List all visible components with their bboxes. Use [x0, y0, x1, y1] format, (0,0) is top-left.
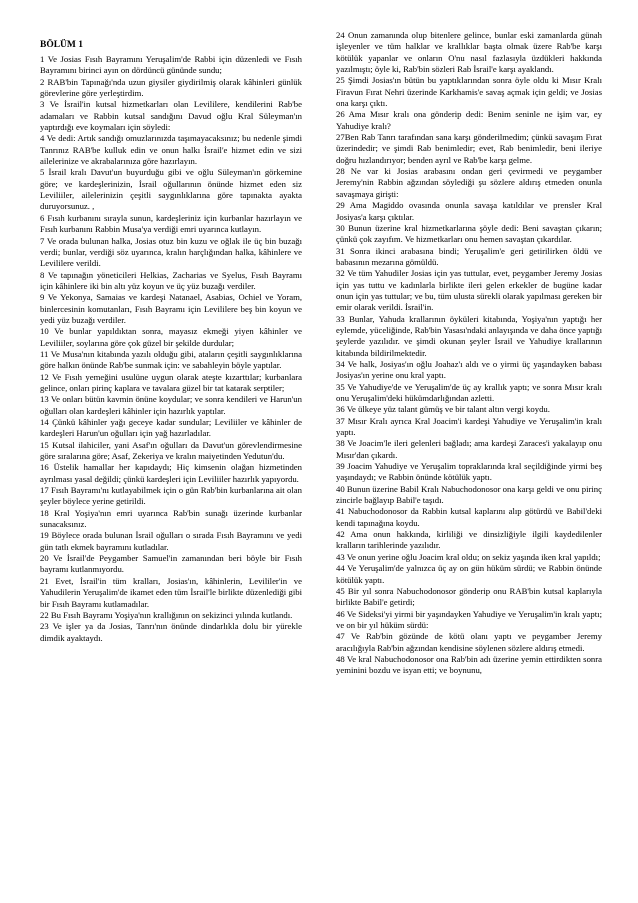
- verse: 3 Ve İsrail'in kutsal hizmetkarları olan Levililere, kendilerini Rab'be adamaları ve Rabbin kutsal sandığını Davud oğlu Kral Süleyman'ın yaptırdığı eve koymaları için söyledi:: [40, 99, 302, 133]
- left-verse-list: [40, 54, 302, 644]
- verse: 29 Ama Magiddo ovasında onunla savaşa katıldılar ve prensler Kral Josiyas'a karşı çıktılar.: [336, 200, 602, 222]
- verse: 43 Ve onun yerine oğlu Joacim kral oldu; on sekiz yaşında iken kral yapıldı;: [336, 551, 601, 562]
- verse: 21 Evet, İsrail'in tüm kralları, Josias'ın, kâhinlerin, Levililer'in ve Yahudilerin Yeruşalim'de ikamet eden tüm İsrail'le birlikte düzenlediği gibi bir Fısıh Bayramı kutlamadılar.: [40, 575, 302, 609]
- right-column: [336, 30, 602, 677]
- verse: 15 Kutsal ilahiciler, yani Asaf'ın oğulları da Davut'un görevlendirmesine göre sıralarına göre; Asaf, Zekeriya ve kralın maiyetinden Yedutun'du.: [40, 439, 302, 462]
- verse: 28 Ne var ki Josias arabasını ondan geri çevirmedi ve peygamber Jeremy'nin Rabbin ağzından söylediği şu sözlere aldırış etmeden onunla savaşmaya girişti:: [336, 166, 602, 199]
- verse: 9 Ve Yekonya, Samaias ve kardeşi Natanael, Asabias, Ochiel ve Yoram, binlercesinin komutanları, Fısıh Bayramı için Levililere beş bin koyun ve yedi yüz buzağı verdiler.: [40, 292, 302, 325]
- verse: 20 Ve İsrail'de Peygamber Samuel'in zamanından beri böyle bir Fısıh bayramı kutlanmıyordu.: [40, 553, 302, 575]
- left-column: [40, 43, 302, 644]
- verse: 27Ben Rab Tanrı tarafından sana karşı gönderilmedim; çünkü savaşım Fırat üzerindedir; ve şimdi Rab benimledir; evet, Rab benimledir, beni ileriye doğru hızlandırıyor; benden ayrıl ve Rab'be karşı gelme.: [336, 132, 602, 165]
- verse: 1 Ve Josias Fısıh Bayramını Yeruşalim'de Rabbi için düzenledi ve Fısıh Bayramını birinci ayın on dördüncü gününde sundu;: [40, 54, 302, 76]
- verse: 6 Fısıh kurbanını sırayla sunun, kardeşleriniz için kurbanlar hazırlayın ve Fısıh kurbanını Rabbin Musa'ya verdiği emri uyarınca kutlayın.: [40, 212, 302, 235]
- verse: 38 Ve Joacim'le ileri gelenleri bağladı; ama kardeşi Zaraces'i yakalayıp onu Mısır'dan çıkardı.: [336, 438, 602, 460]
- verse: 34 Ve halk, Josiyas'ın oğlu Joahaz'ı aldı ve o yirmi üç yaşındayken babası Josiyas'ın yerine onu kral yaptı.: [336, 358, 602, 381]
- verse: 36 Ve ülkeye yüz talant gümüş ve bir talant altın vergi koydu.: [336, 404, 550, 415]
- right-verse-list: [336, 30, 602, 677]
- verse: 47 Ve Rab'bin gözünde de kötü olanı yaptı ve peygamber Jeremy aracılığıyla Rab'bin ağzından kendisine söylenen sözlere aldırış etmedi.: [336, 631, 602, 653]
- title-spacer: [40, 43, 302, 54]
- verse: 13 Ve onları bütün kavmin önüne koydular; ve sonra kendileri ve Harun'un oğulları olan kardeşleri kâhinler için hazırlık yaptılar.: [40, 394, 302, 416]
- verse: 31 Sonra ikinci arabasına bindi; Yeruşalim'e geri getirilirken öldü ve babasının mezarına gömüldü.: [336, 245, 602, 267]
- verse: 37 Mısır Kralı ayrıca Kral Joacim'i kardeşi Yahudiye ve Yeruşalim'in kralı yaptı.: [336, 415, 602, 438]
- verse: 17 Fısıh Bayramı'nı kutlayabilmek için o gün Rab'bin kurbanlarına ait olan şeyler böylece yerine getirildi.: [40, 485, 302, 507]
- verse: 22 Bu Fısıh Bayramı Yoşiya'nın krallığının on sekizinci yılında kutlandı.: [40, 609, 293, 620]
- verse: 10 Ve bunlar yapıldıktan sonra, mayasız ekmeği yiyen kâhinler ve Leviliiler, soylarına göre çok güzel bir şekilde durdular;: [40, 326, 302, 348]
- verse: 35 Ve Yahudiye'de ve Yeruşalim'de üç ay krallık yaptı; ve sonra Mısır kralı onu Yeruşalim'deki hükümdarlığından azletti.: [336, 381, 602, 403]
- verse: 40 Bunun üzerine Babil Kralı Nabuchodonosor ona karşı geldi ve onu pirinç zincirle bağlayıp Babil'e taşıdı.: [336, 483, 602, 506]
- verse: 4 Ve dedi: Artık sandığı omuzlarınızda taşımayacaksınız; bu nedenle şimdi Tanrınız RAB'be kulluk edin ve onun halkı İsrail'e hizmet edin ve sizi ailelerinize ve akrabalarınıza göre hazırlayın.: [40, 133, 302, 167]
- verse: 5 İsrail kralı Davut'un buyurduğu gibi ve oğlu Süleyman'ın görkemine göre; ve kardeşlerinizin, İsrail oğullarının önünde hizmet eden siz Leviliiler, ailelerinizin çeşitli saygınlıklarına göre tapınakta ayakta duruyorsunuz. ,: [40, 167, 302, 212]
- verse: 8 Ve tapınağın yöneticileri Helkias, Zacharias ve Syelus, Fısıh Bayramı için kâhinlere iki bin altı yüz koyun ve üç yüz buzağı verdiler.: [40, 269, 302, 291]
- verse: 2 RAB'bin Tapınağı'nda uzun giysiler giydirilmiş olarak kâhinleri günlük görevlerine göre yerleştirdim.: [40, 76, 302, 99]
- verse: 14 Çünkü kâhinler yağı geceye kadar sundular; Leviliiler ve kâhinler de kardeşleri Harun'un oğulları için yağ hazırladılar.: [40, 417, 302, 439]
- verse: 12 Ve Fısıh yemeğini usulüne uygun olarak ateşte kızarttılar; kurbanlara gelince, onları pirinç kaplara ve tavalara güzel bir tat katarak serptiler;: [40, 371, 302, 393]
- verse: 45 Bir yıl sonra Nabuchodonosor gönderip onu RAB'bin kutsal kaplarıyla birlikte Babil'e getirdi;: [336, 585, 602, 608]
- verse: 42 Ama onun hakkında, kirliliği ve dinsizliğiyle ilgili kaydedilenler kralların tarihlerinde yazılıdır.: [336, 529, 602, 551]
- verse: 41 Nabuchodonosor da Rabbin kutsal kaplarını alıp götürdü ve Babil'deki kendi tapınağına koydu.: [336, 506, 602, 528]
- chapter-title: BÖLÜM 1: [40, 40, 84, 50]
- verse: 24 Onun zamanında olup bitenlere gelince, bunlar eski zamanlarda günah işleyenler ve tüm halklar ve krallıklar başta olmak üzere Rab'be karşı kötülük yapanlar ve onların O'nu nasıl fazlasıyla üzdükleri hakkında yazılmıştı; öyle ki, Rab'bin sözleri Rab İsrail'e karşı ayaklandı.: [336, 30, 602, 75]
- verse: 25 Şimdi Josias'ın bütün bu yaptıklarından sonra öyle oldu ki Mısır Kralı Firavun Fırat Nehri üzerinde Karkhamis'e savaş açmak için geldi; ve Josias ona karşı çıktı.: [336, 75, 602, 109]
- verse: 18 Kral Yoşiya'nın emri uyarınca Rab'bin sunağı üzerinde kurbanlar sunacaksınız.: [40, 507, 302, 530]
- verse: 23 Ve işler ya da Josias, Tanrı'nın önünde dindarlıkla dolu bir yürekle dimdik ayaktaydı.: [40, 621, 302, 643]
- verse: 33 Bunlar, Yahuda krallarının öyküleri kitabında, Yoşiya'nın yaptığı her eylemde, yüceliğinde, Rab'bin Yasası'ndaki anlayışında ve daha önce yaptığı şeylerde yazılıdır. ve şimdi okunan şeyler İsrail ve Yahudiye krallarının kitabında bildirilmektedir.: [336, 313, 602, 358]
- verse: 48 Ve kral Nabuchodonosor ona Rab'bin adı üzerine yemin ettirdikten sonra yeminini bozdu ve isyan etti; ve boynunu,: [336, 653, 602, 676]
- verse: 44 Ve Yeruşalim'de yalnızca üç ay on gün hüküm sürdü; ve Rabbin önünde kötülük yaptı.: [336, 563, 602, 585]
- verse: 26 Ama Mısır kralı ona gönderip dedi: Benim seninle ne işim var, ey Yahudiye kralı?: [336, 109, 602, 131]
- verse: 16 Üstelik hamallar her kapıdaydı; Hiç kimsenin olağan hizmetinden ayrılması yasal değildi; çünkü kardeşleri için Leviliiler hazırlık yapıyordu.: [40, 462, 302, 484]
- verse: 19 Böylece orada bulunan İsrail oğulları o sırada Fısıh Bayramını ve yedi gün tatlı ekmek bayramını kutladılar.: [40, 530, 302, 552]
- verse: 32 Ve tüm Yahudiler Josias için yas tuttular, evet, peygamber Jeremy Josias için yas tuttu ve kadınlarla birlikte ileri gelen erkekler de bugüne kadar onun için yas tuttular; ve bu, tüm ulusta sürekli olarak yapılması gereken bir emir olarak verildi. İsrail'in.: [336, 268, 602, 313]
- verse: 39 Joacim Yahudiye ve Yeruşalim topraklarında kral seçildiğinde yirmi beş yaşındaydı; ve Rabbin önünde kötülük yaptı.: [336, 461, 602, 483]
- verse: 11 Ve Musa'nın kitabında yazılı olduğu gibi, ataların çeşitli saygınlıklarına göre halkın önünde Rab'be sunmak için: ve sabahleyin böyle yaptılar.: [40, 348, 302, 371]
- verse: 30 Bunun üzerine kral hizmetkarlarına şöyle dedi: Beni savaştan çıkarın; çünkü çok zayıfım. Ve hizmetkarları onu hemen savaştan çıkardılar.: [336, 222, 602, 245]
- verse: 46 Ve Sideksi'yi yirmi bir yaşındayken Yahudiye ve Yeruşalim'in kralı yaptı; ve on bir yıl hüküm sürdü:: [336, 608, 602, 630]
- verse: 7 Ve orada bulunan halka, Josias otuz bin kuzu ve oğlak ile üç bin buzağı verdi; bunlar, verdiği söz uyarınca, kralın harçlığından halka, kâhinlere ve Levililere verildi.: [40, 235, 302, 269]
